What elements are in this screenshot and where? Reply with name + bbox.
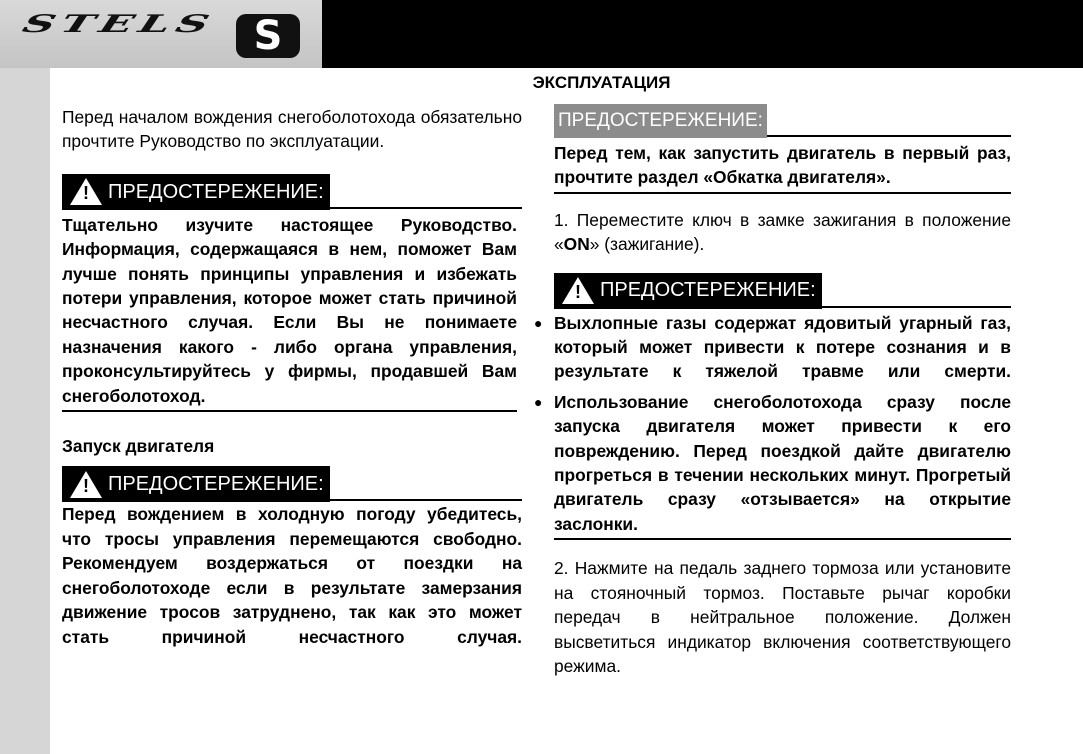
warning-header-4 (554, 269, 1011, 309)
warning-triangle-icon: ! (70, 178, 102, 205)
warning-badge (554, 104, 767, 138)
bullet-warmup: ● Использование снегоболотохода сразу после запуска двигателя может привести к его повреждению. Перед поездкой дайте двигателю прогреться в течении нескольких минут. Прогретый двигатель сразу «отзывается» на открытие заслонки. (554, 390, 1011, 540)
logo-panel (0, 0, 322, 68)
intro-paragraph: Перед началом вождения снегоболотохода обязательно прочтите Руководство по эксплуатации. (62, 107, 522, 152)
header-bar (322, 0, 1083, 68)
warning-header-2 (62, 462, 522, 502)
step-1-text: 1. Переместите ключ в замке зажигания в положение « (554, 209, 1011, 255)
brand-logo: STELS (18, 10, 219, 39)
step-1-key: ON (563, 234, 590, 255)
left-column (62, 105, 522, 649)
warning-triangle-icon: ! (70, 471, 102, 498)
warning-label: ПРЕДОСТЕРЕЖЕНИЕ: (108, 473, 324, 496)
warning-rule (330, 207, 522, 209)
warning-rule (330, 499, 522, 501)
step-2: 2. Нажмите на педаль заднего тормоза или установите на стояночный тормоз. Поставьте рычаг коробки передач в нейтральное положение. Должен высветиться индикатор включения соответствующего режима. (554, 558, 1011, 676)
warning-badge (62, 466, 330, 502)
step-1-text-end: » (зажигание). (589, 234, 705, 255)
warning-text-3: Перед тем, как запустить двигатель в первый раз, прочтите раздел «Обкатка двигателя». (554, 141, 1011, 194)
warning-badge (554, 273, 822, 309)
warning-label: ПРЕДОСТЕРЕЖЕНИЕ: (558, 109, 763, 131)
warning-rule (767, 135, 1011, 137)
left-margin-strip (0, 68, 50, 754)
warning-label: ПРЕДОСТЕРЕЖЕНИЕ: (108, 180, 324, 203)
warning-header-1 (62, 170, 522, 210)
warning-badge (62, 174, 330, 210)
warning-header-3 (554, 102, 1011, 138)
bullet-exhaust: ● Выхлопные газы содержат ядовитый угарный газ, который может привести к потере сознания и в результате к тяжелой травме или смерти. (554, 311, 1011, 384)
step-1 (554, 208, 1011, 257)
section-heading: Запуск двигателя (62, 436, 215, 457)
brand-badge-icon: S (236, 14, 300, 58)
right-column (554, 102, 1011, 678)
warning-label: ПРЕДОСТЕРЕЖЕНИЕ: (600, 279, 816, 302)
warning-text-2: Перед вождением в холодную погоду убедитесь, что тросы управления перемещаются свободно. Рекомендуем воздержаться от поездки на снегоболотоходе если в результате замерзания движение тросов затруднено, так как это может стать причиной несчастного случая. (62, 504, 522, 647)
page-title: ЭКСПЛУАТАЦИЯ (532, 73, 671, 92)
warning-triangle-icon: ! (562, 277, 594, 304)
warning-text-1: Тщательно изучите настоящее Руководство. Информация, содержащаяся в нем, поможет Вам лучше понять принципы управления и избежать потери управления, которое может стать причиной несчастного случая. Если Вы не понимаете назначения какого - либо органа управления, проконсультируйтесь у фирмы, продавшей Вам снегоболотоход. (62, 213, 517, 412)
warning-rule (822, 306, 1011, 308)
